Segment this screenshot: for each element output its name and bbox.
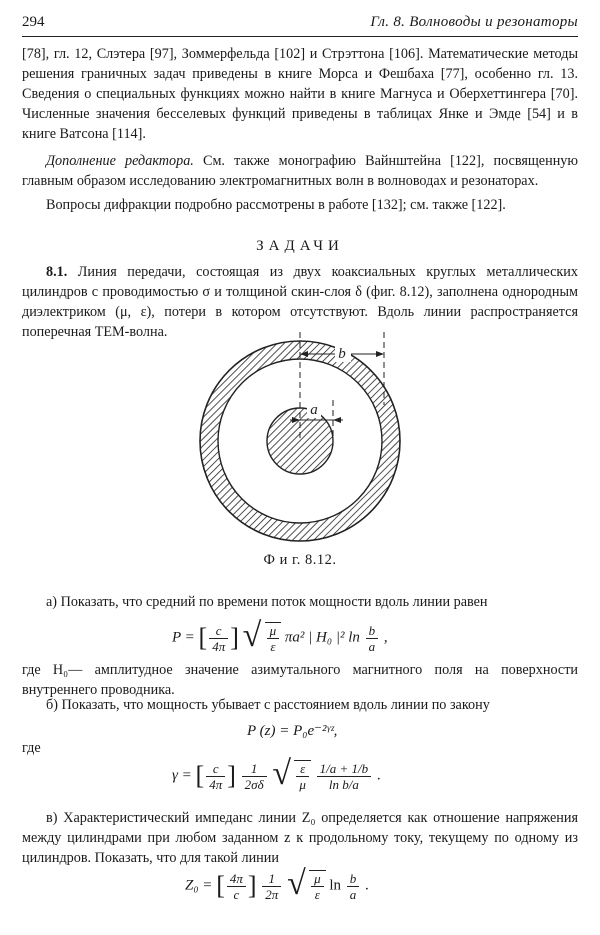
part-a-text: а) Показать, что средний по времени поток мощности вдоль линии равен [46, 594, 488, 610]
frac-b-a: $\frac{b}{a}$ [366, 623, 379, 654]
part-b-text: б) Показать, что мощность убывает с расстоянием вдоль линии по закону [46, 697, 490, 713]
figure-label-a: a [310, 402, 318, 418]
part-v-text: в) Характеристический импеданс линии Z₀ определяется как отношение напряжения между цилиндрами при любом заданном z к продольному току, текущему по одному из цилиндров. Показать, что для такой линии [22, 810, 578, 866]
formula-pz: P (z) = P₀e⁻²ᵞᶻ, [247, 723, 338, 739]
diffraction-paragraph [22, 195, 578, 215]
page-number: 294 [22, 14, 45, 30]
sqrt-mu-eps: √ $\frac{\mu}{\varepsilon}$ [243, 622, 282, 654]
header-rule [22, 36, 578, 37]
frac-c-4pi: $\frac{c}{4\pi}$ [209, 623, 228, 654]
formula-z0: Z₀ = [ $\frac{4\pi}{c}$ ] $\frac{1}{2\pi}$ √ $\frac{\mu}{\varepsilon}$ ln $\frac{b}{a}$ . [185, 865, 369, 902]
part-b-paragraph [22, 695, 578, 715]
page-header [22, 14, 578, 36]
part-a-paragraph [22, 592, 578, 612]
editor-note-paragraph [22, 151, 578, 191]
formula-gamma: γ = [ $\frac{c}{4\pi}$ ] $\frac{1}{2\sigma\delta}$ √ $\frac{\varepsilon}{\mu}$ $\frac{1/a + 1/b}{\text{ln b/a}}$ . [172, 755, 381, 792]
where-word: где [22, 740, 41, 756]
problem-number: 8.1. [46, 264, 68, 280]
references-paragraph: [78], гл. 12, Слэтера [97], Зоммерфельда [102] и Стрэттона [106]. Математические методы решения граничных задач приведены в книге Морса и Фешбаха [77], особенно гл. 13. Сведения о специальных функциях можно найти в книге Магнуса и Оберхеттингера [70]. Численные значения бесселевых функций приведены в таблицах Янке и Эмде [54] и в книге Ватсона [114]. [22, 46, 578, 142]
section-heading: ЗАДАЧИ [256, 238, 344, 254]
part-v-paragraph [22, 808, 578, 868]
part-a-where: где H₀— амплитудное значение азимутального магнитного поля на поверхности внутреннего проводника. [22, 662, 578, 698]
formula-power: P = [ $\frac{c}{4\pi}$ ] √ $\frac{\mu}{\varepsilon}$ πa² | H₀ |² ln $\frac{b}{a}$ , [172, 617, 388, 654]
editor-note-text: См. также монографию Вайнштейна [122], посвященную главным образом исследованию электромагнитных волн в волноводах и резонаторах. [22, 153, 578, 189]
figure-label-b: b [338, 346, 346, 362]
diffraction-text: Вопросы дифракции подробно рассмотрены в работе [132]; см. также [122]. [46, 197, 506, 213]
problem-text: Линия передачи, состоящая из двух коаксиальных круглых металлических цилиндров с проводимостью σ и толщиной скин-слоя δ (фиг. 8.12), заполнена однородным диэлектриком (μ, ε), потери в котором отсутствуют. Вдоль линии распространяется поперечная ТЕМ-волна. [22, 264, 578, 340]
editor-note-label: Дополнение редактора. [46, 153, 194, 169]
running-title: Гл. 8. Волноводы и резонаторы [370, 14, 578, 30]
figure-caption: Ф и г. 8.12. [263, 552, 337, 568]
coax-figure [0, 330, 600, 552]
